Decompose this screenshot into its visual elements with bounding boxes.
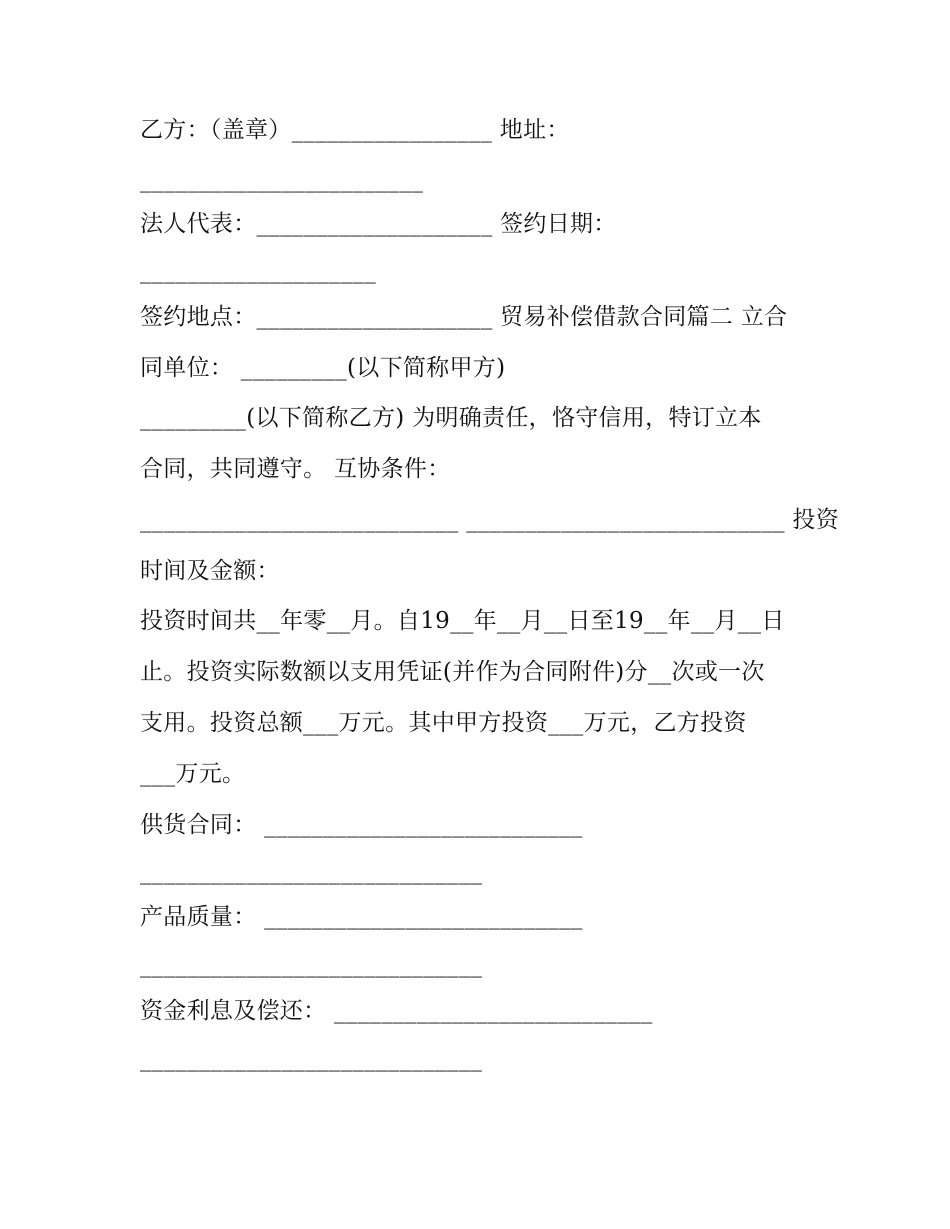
contract-unit-party-a-line: 同单位： _________(以下简称甲方) <box>140 355 506 381</box>
party-b-intro-line: _________(以下简称乙方) 为明确责任，恪守信用，特订立本 <box>140 405 762 431</box>
product-quality-line: 产品质量： ___________________________ <box>140 904 583 930</box>
conditions-blank-line: ___________________________ ___________________________ 投资 <box>140 507 840 533</box>
capital-interest-blank-line: _____________________________ <box>140 1046 483 1072</box>
sign-place-title-line: 签约地点：____________________ 贸易补偿借款合同篇二 立合 <box>140 304 788 330</box>
sign-date-blank-line: ____________________ <box>140 258 376 284</box>
mutual-conditions-line: 合同，共同遵守。 互协条件： <box>140 456 451 482</box>
investment-total-line: 支用。投资总额___万元。其中甲方投资___万元，乙方投资 <box>140 710 747 736</box>
legal-rep-sign-date-line: 法人代表：____________________ 签约日期： <box>140 211 617 237</box>
supply-contract-line: 供货合同： ___________________________ <box>140 812 583 838</box>
investment-time-amount-heading: 时间及金额： <box>140 558 280 584</box>
address-blank-line: ________________________ <box>140 167 424 193</box>
supply-contract-blank-line: _____________________________ <box>140 859 483 885</box>
party-b-seal-address-line: 乙方：（盖章）_________________ 地址： <box>140 117 570 143</box>
investment-party-b-amount-line: ___万元。 <box>140 761 246 787</box>
investment-period-line: 投资时间共__年零__月。自19__年__月__日至19__年__月__日 <box>140 608 785 634</box>
investment-actual-amount-line: 止。投资实际数额以支用凭证(并作为合同附件)分__次或一次 <box>140 659 765 685</box>
product-quality-blank-line: _____________________________ <box>140 952 483 978</box>
capital-interest-repayment-line: 资金利息及偿还： ___________________________ <box>140 998 653 1024</box>
